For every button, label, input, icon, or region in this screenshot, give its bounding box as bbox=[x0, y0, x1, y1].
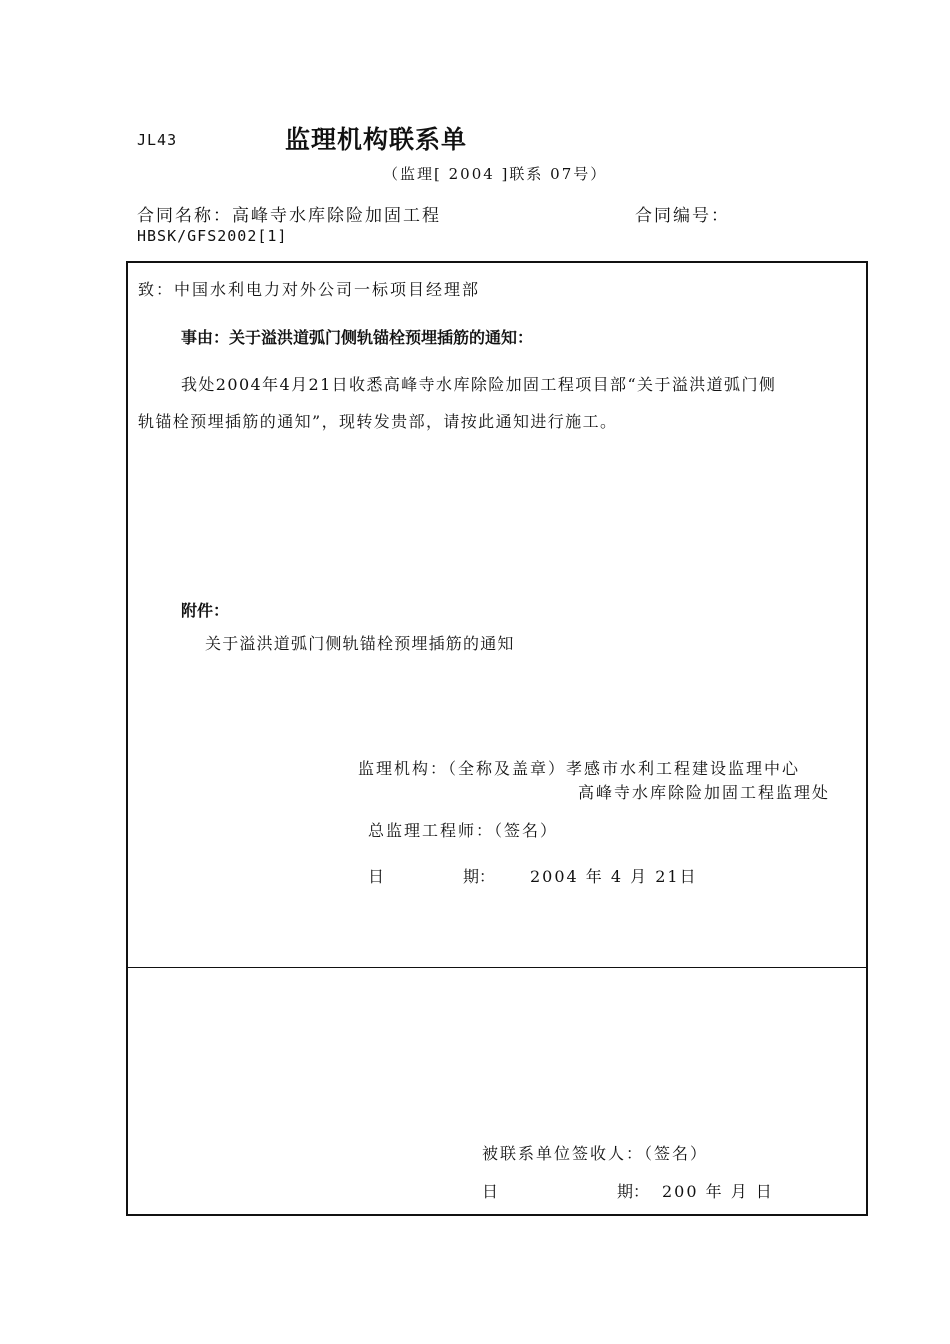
attachment-label: 附件： bbox=[181, 601, 230, 620]
body-text-line-1: 我处2004年4月21日收悉高峰寺水库除险加固工程项目部“关于溢洪道弧门侧 bbox=[181, 375, 777, 394]
date-label-period: 期： bbox=[463, 867, 496, 886]
receiver-signature: 被联系单位签收人：（签名） bbox=[482, 1144, 709, 1163]
receipt-date-label-period: 期： bbox=[617, 1182, 650, 1201]
contract-name: 合同名称：高峰寺水库除险加固工程 bbox=[137, 206, 441, 226]
date-label-day: 日 bbox=[368, 867, 385, 886]
body-text-line-2: 轨锚栓预埋插筋的通知”，现转发贵部，请按此通知进行施工。 bbox=[138, 412, 618, 431]
chief-engineer-signature: 总监理工程师：（签名） bbox=[368, 821, 559, 840]
supervision-org-line-1: 监理机构：（全称及盖章）孝感市水利工程建设监理中心 bbox=[358, 759, 801, 778]
serial-number: （监理[ 2004 ]联系 07号） bbox=[383, 165, 608, 183]
receipt-date-value: 200 年 月 日 bbox=[662, 1182, 774, 1201]
recipient-line: 致：中国水利电力对外公司一标项目经理部 bbox=[138, 280, 481, 299]
subject-line: 事由：关于溢洪道弧门侧轨锚栓预埋插筋的通知： bbox=[181, 328, 534, 347]
receipt-date-label-day: 日 bbox=[482, 1182, 499, 1201]
form-frame bbox=[126, 261, 868, 1216]
section-divider bbox=[126, 967, 868, 968]
supervision-org-line-2: 高峰寺水库除险加固工程监理处 bbox=[578, 783, 831, 802]
contract-number-value: HBSK/GFS2002[1] bbox=[137, 227, 288, 245]
form-code: JL43 bbox=[137, 131, 178, 149]
contract-number-label: 合同编号： bbox=[635, 206, 730, 226]
document-title: 监理机构联系单 bbox=[285, 125, 468, 154]
attachment-item: 关于溢洪道弧门侧轨锚栓预埋插筋的通知 bbox=[205, 634, 515, 653]
date-value: 2004 年 4 月 21日 bbox=[530, 867, 698, 886]
